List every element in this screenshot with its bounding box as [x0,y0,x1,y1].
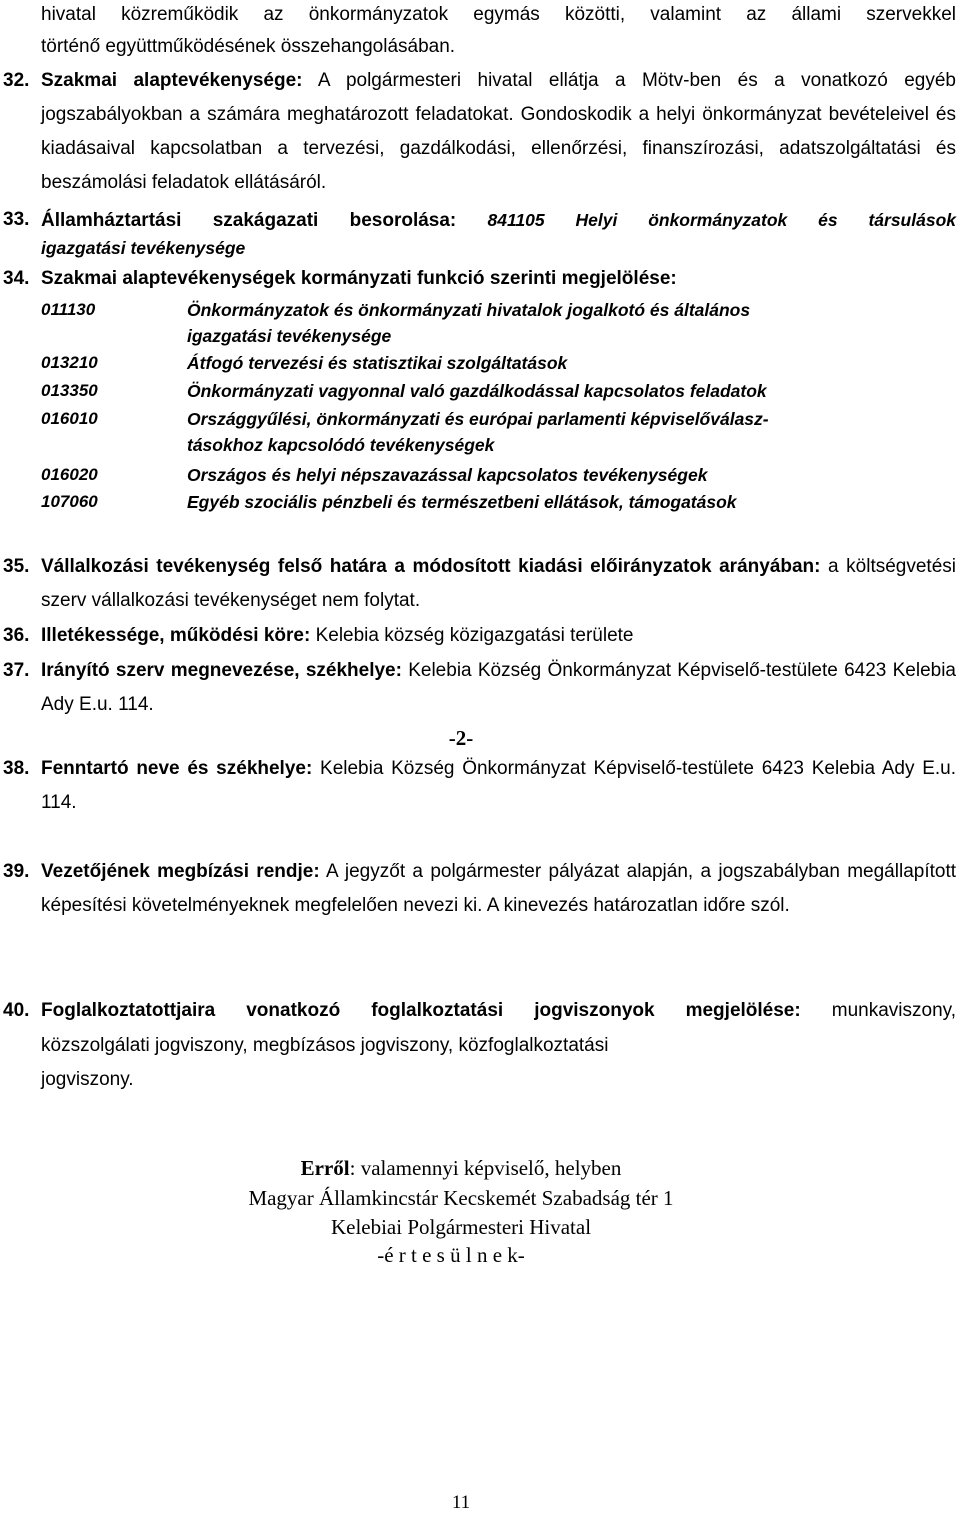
function-row [41,406,911,462]
item-33-text-b: igazgatási tevékenysége [41,238,246,258]
item-33-number: 33. [3,209,30,230]
item-37-number: 37. [3,660,30,681]
function-description: Átfogó tervezési és statisztikai szolgáltatások [187,353,568,373]
function-description-line-1: Országgyűlési, önkormányzati és európai parlamenti képviselőválasz- [187,409,769,429]
page-marker: -2- [448,726,474,750]
continuation-line-1: hivatal közreműködik az önkormányzatok egymás közötti, valamint az állami szervekkel [41,4,956,25]
recipient-line: Magyar Államkincstár Kecskemét Szabadság tér 1 [248,1186,674,1210]
item-37-label: Irányító szerv megnevezése, székhelye: [41,660,402,681]
item-33-line-2 [41,231,956,266]
recipients-label: Erről [300,1156,350,1180]
notified-line: -é r t e s ü l n e k- [377,1243,525,1267]
item-40-label: Foglalkoztatottjaira vonatkozó foglalkoztatási jogviszonyok megjelölése: [41,1000,801,1021]
continuation-line-2: történő együttműködésének összehangolásában. [41,36,456,57]
recipients-text: : valamennyi képviselő, helyben [349,1156,622,1180]
function-code: 016010 [41,409,98,428]
item-39-label: Vezetőjének megbízási rendje: [41,861,320,882]
item-39-text: A jegyzőt a polgármester pályázat alapján, a jogszabályban megállapított képesítési követelményeknek megfelelően nevezi ki. A kinevezés határozatlan időre szól. [41,861,957,916]
item-40-text: munkaviszony, [800,1000,957,1021]
item-36-label: Illetékessége, működési köre: [41,625,311,646]
item-34-paragraph [41,262,956,296]
item-32-paragraph [41,64,956,200]
item-38-label: Fenntartó neve és székhelye: [41,758,313,779]
item-35-paragraph [41,550,956,618]
function-row [41,489,911,517]
item-36-number: 36. [3,625,30,646]
function-code: 013350 [41,381,98,400]
function-code: 011130 [41,300,96,319]
function-description-line-1: Önkormányzatok és önkormányzati hivatalok jogalkotó és általános [187,300,751,320]
recipients-heading [0,1154,922,1183]
function-row [41,462,911,489]
item-40-line-2: közszolgálati jogviszony, megbízásos jogviszony, közfoglalkoztatási [41,1035,609,1056]
function-description [187,297,911,349]
function-row [41,297,911,350]
function-description: Önkormányzati vagyonnal való gazdálkodással kapcsolatos feladatok [187,381,767,401]
recipient-line: Kelebiai Polgármesteri Hivatal [330,1215,592,1239]
item-35-number: 35. [3,556,30,577]
function-code-list [41,297,911,517]
item-38-paragraph [41,752,956,820]
function-description [187,406,911,458]
page-number: 11 [451,1492,471,1513]
item-35-text: a költségvetési szerv vállalkozási tevékenységet nem folytat. [41,556,956,611]
item-40-number: 40. [3,1000,30,1021]
item-37-text: Kelebia Község Önkormányzat Képviselő-testülete 6423 Kelebia Ady E.u. 114. [41,660,956,715]
item-32-label: Szakmai alaptevékenysége: [41,70,303,91]
function-description-line-2: tásokhoz kapcsolódó tevékenységek [187,435,495,455]
item-35-label: Vállalkozási tevékenység felső határa a módosított kiadási előirányzatok arányában: [41,556,821,577]
function-code: 016020 [41,465,98,484]
function-description: Egyéb szociális pénzbeli és természetbeni ellátások, támogatások [187,492,737,512]
item-40-line-3: jogviszony. [41,1069,134,1090]
item-32-text: A polgármesteri hivatal ellátja a Mötv-ben és a vonatkozó egyéb jogszabályokban a számára meghatározott feladatokat. Gondoskodik a helyi önkormányzat bevételeivel és kiadásaival kapcsolatban a tervezési, gazdálkodási, ellenőrzési, finanszírozási, adatszolgáltatási és beszámolási feladatok ellátásáról. [41,70,956,193]
function-code: 013210 [41,353,98,372]
function-code: 107060 [41,492,98,511]
function-description-line-2: igazgatási tevékenysége [187,326,392,346]
item-36-paragraph [41,619,956,653]
item-37-paragraph [41,654,956,722]
item-33-text-a: 841105 Helyi önkormányzatok és társulások [487,210,956,230]
function-row [41,378,911,406]
item-34-number: 34. [3,268,30,289]
item-34-label: Szakmai alaptevékenységek kormányzati funkció szerinti megjelölése: [41,268,677,289]
item-39-paragraph [41,855,956,923]
item-38-text: Kelebia Község Önkormányzat Képviselő-testülete 6423 Kelebia Ady E.u. 114. [41,758,956,813]
item-40-line-1 [41,994,956,1028]
item-39-number: 39. [3,861,30,882]
item-33-label: Államháztartási szakágazati besorolása: [41,210,457,231]
function-description: Országos és helyi népszavazással kapcsolatos tevékenységek [187,465,708,485]
item-32-number: 32. [3,70,30,91]
item-36-text: Kelebia község közigazgatási területe [310,625,634,646]
item-38-number: 38. [3,758,30,779]
function-row [41,350,911,378]
